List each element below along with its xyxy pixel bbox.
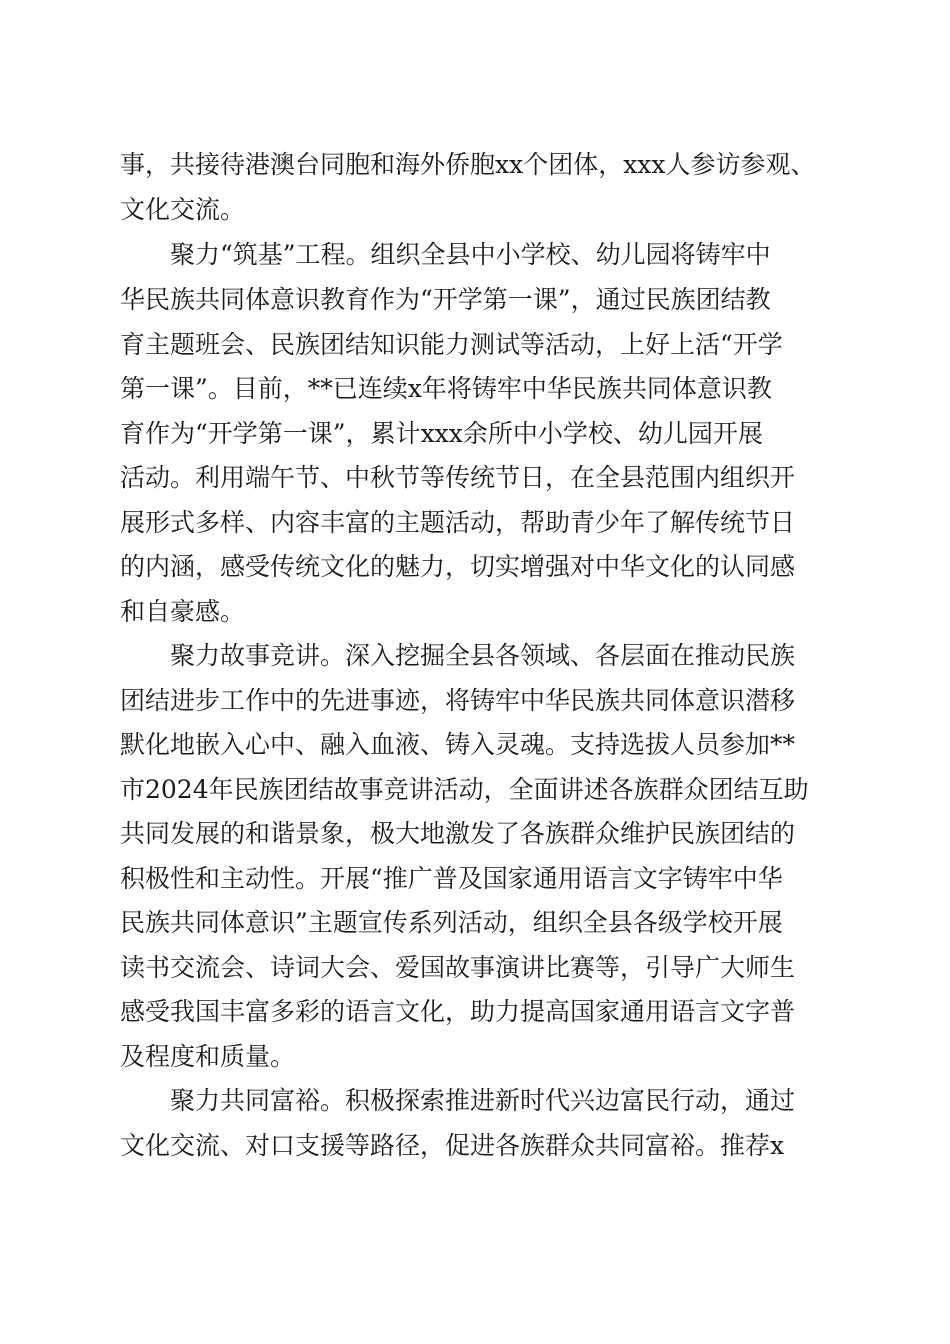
text-line-content: 第一课”。目前，**已连续x年将铸牢中华民族共同体意识教 (120, 374, 772, 403)
text-line-content: 共同发展的和谐景象，极大地激发了各族群众维护民族团结的 (120, 819, 796, 848)
text-line (0, 900, 950, 946)
text-line (0, 989, 950, 1035)
text-line (0, 678, 950, 724)
text-line (0, 811, 950, 857)
text-line-content: 文化交流。 (120, 195, 246, 224)
text-line-content: 展形式多样、内容丰富的主题活动，帮助青少年了解传统节日 (120, 508, 796, 537)
text-line-content: 文化交流、对口支援等路径，促进各族群众共同富裕。推荐x (120, 1131, 785, 1160)
text-line (0, 1034, 950, 1080)
text-line-content: 团结进步工作中的先进事迹，将铸牢中华民族共同体意识潜移 (120, 686, 796, 715)
text-line-content: 育作为“开学第一课”，累计xxx余所中小学校、幼儿园开展 (120, 419, 763, 448)
text-line (0, 589, 950, 635)
text-line-content: 聚力共同富裕。积极探索推进新时代兴边富民行动，通过 (170, 1086, 796, 1115)
text-line (0, 945, 950, 991)
text-line-content: 市2024年民族团结故事竞讲活动，全面讲述各族群众团结互助 (120, 775, 809, 804)
text-line (0, 767, 950, 813)
text-line (0, 455, 950, 501)
text-line-content: 华民族共同体意识教育作为“开学第一课”，通过民族团结教 (120, 285, 771, 314)
paragraph-start-line (0, 232, 950, 278)
text-line (0, 187, 950, 233)
text-line-content: 积极性和主动性。开展“推广普及国家通用语言文字铸牢中华 (120, 864, 783, 893)
text-line (0, 544, 950, 590)
text-line (0, 722, 950, 768)
text-line-content: 育主题班会、民族团结知识能力测试等活动，上好上活“开学 (120, 330, 783, 359)
text-line-content: 民族共同体意识”主题宣传系列活动，组织全县各级学校开展 (120, 908, 783, 937)
text-line (0, 142, 950, 188)
text-line-content: 聚力故事竞讲。深入挖掘全县各领域、各层面在推动民族 (170, 641, 796, 670)
text-line-content: 聚力“筑基”工程。组织全县中小学校、幼儿园将铸牢中 (170, 240, 771, 269)
paragraph-start-line (0, 633, 950, 679)
text-line (0, 1123, 950, 1169)
text-line-content: 和自豪感。 (120, 597, 246, 626)
text-line (0, 856, 950, 902)
text-line (0, 411, 950, 457)
text-line-content: 及程度和质量。 (120, 1042, 296, 1071)
text-line-content: 活动。利用端午节、中秋节等传统节日，在全县范围内组织开 (120, 463, 796, 492)
text-line-content: 的内涵，感受传统文化的魅力，切实增强对中华文化的认同感 (120, 552, 796, 581)
text-line (0, 322, 950, 368)
text-line-content: 事，共接待港澳台同胞和海外侨胞xx个团体，xxx人参访参观、 (120, 150, 816, 179)
text-line (0, 366, 950, 412)
text-line (0, 500, 950, 546)
paragraph-start-line (0, 1078, 950, 1124)
text-line (0, 277, 950, 323)
text-line-content: 默化地嵌入心中、融入血液、铸入灵魂。支持选拔人员参加** (120, 730, 796, 759)
text-line-content: 读书交流会、诗词大会、爱国故事演讲比赛等，引导广大师生 (120, 953, 796, 982)
text-line-content: 感受我国丰富多彩的语言文化，助力提高国家通用语言文字普 (120, 997, 796, 1026)
